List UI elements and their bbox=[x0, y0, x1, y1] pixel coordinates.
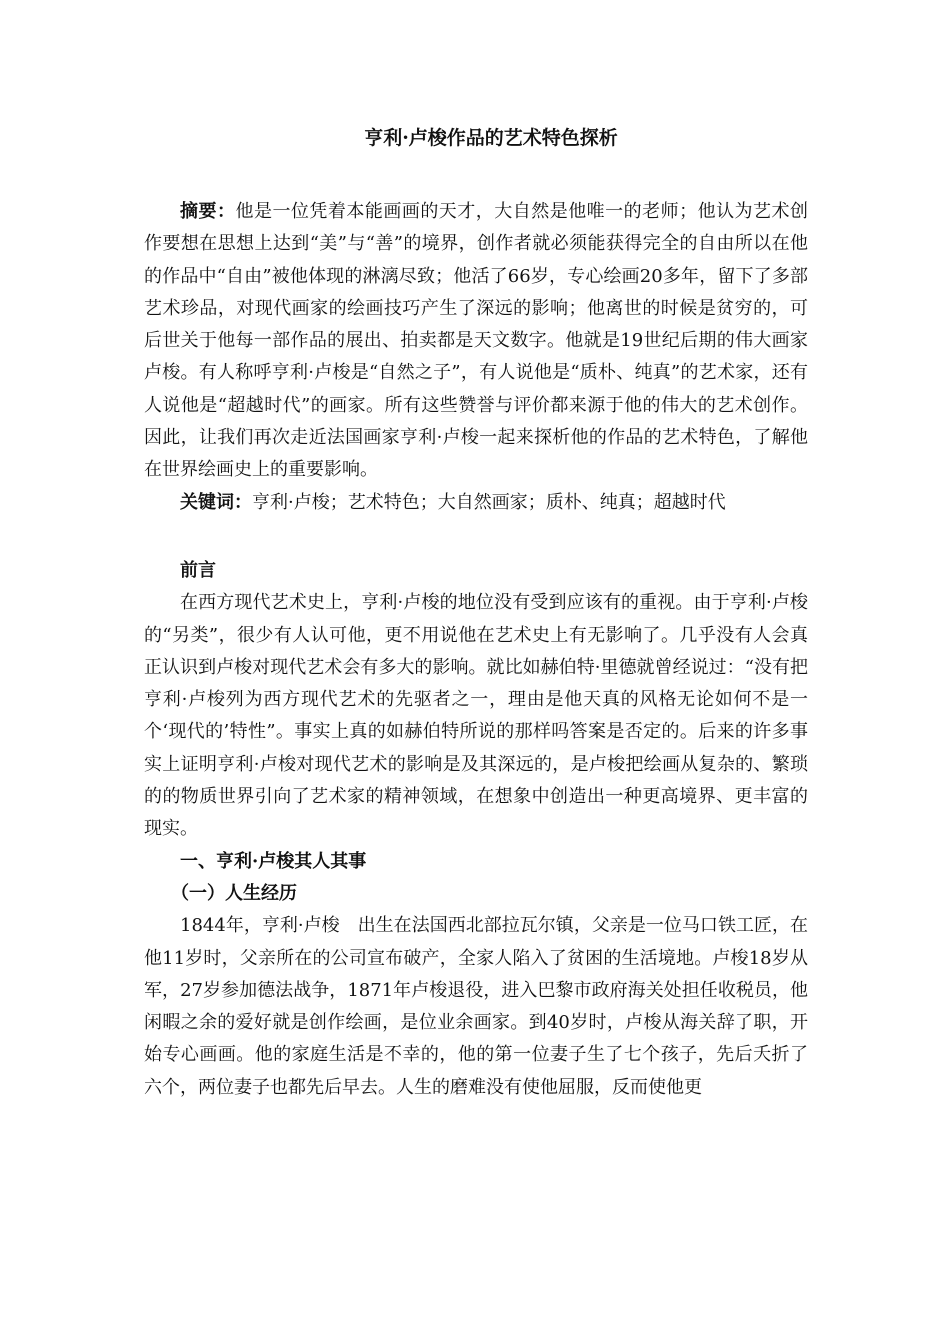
abstract-label: 摘要： bbox=[180, 201, 236, 222]
spacer bbox=[144, 519, 808, 555]
abstract-text: 他是一位凭着本能画画的天才，大自然是他唯一的老师；他认为艺术创作要想在思想上达到“美”与“善”的境界，创作者就必须能获得完全的自由所以在他的作品中“自由”被他体现的淋漓尽致；他活了66岁，专心绘画20多年，留下了多部艺术珍品，对现代画家的绘画技巧产生了深远的影响；他离世的时候是贫穷的，可后世关于他每一部作品的展出、拍卖都是天文数字。他就是19世纪后期的伟大画家卢梭。有人称呼亨利·卢梭是“自然之子”，有人说他是“质朴、纯真”的艺术家，还有人说他是“超越时代”的画家。所有这些赞誉与评价都来源于他的伟大的艺术创作。因此，让我们再次走近法国画家亨利·卢梭一起来探析他的作品的艺术特色，了解他在世界绘画史上的重要影响。 bbox=[144, 201, 809, 481]
keywords-text: 亨利·卢梭；艺术特色；大自然画家；质朴、纯真；超越时代 bbox=[252, 491, 726, 513]
section-heading: 一、亨利·卢梭其人其事 bbox=[180, 850, 367, 872]
keywords-label: 关键词： bbox=[180, 491, 252, 513]
spacer bbox=[144, 158, 808, 196]
preface-heading: 前言 bbox=[180, 559, 216, 581]
keywords-paragraph bbox=[144, 487, 808, 519]
preface-paragraph: 在西方现代艺术史上，亨利·卢梭的地位没有受到应该有的重视。由于亨利·卢梭的“另类”，很少有人认可他，更不用说他在艺术史上有无影响了。几乎没有人会真正认识到卢梭对现代艺术会有多大的影响。就比如赫伯特·里德就曾经说过：“没有把亨利·卢梭列为西方现代艺术的先驱者之一，理由是他天真的风格无论如何不是一个‘现代的’特性”。事实上真的如赫伯特所说的那样吗答案是否定的。后来的许多事实上证明亨利·卢梭对现代艺术的影响是及其深远的，是卢梭把绘画从复杂的、繁琐的的物质世界引向了艺术家的精神领域，在想象中创造出一种更高境界、更丰富的现实。 bbox=[144, 592, 808, 840]
subsection-heading: （一）人生经历 bbox=[171, 882, 297, 904]
document-title: 亨利·卢梭作品的艺术特色探析 bbox=[364, 127, 618, 149]
abstract-paragraph bbox=[144, 196, 808, 487]
life-experience-paragraph: 1844年，亨利·卢梭 出生在法国西北部拉瓦尔镇，父亲是一位马口铁工匠，在他11岁时，父亲所在的公司宣布破产，全家人陷入了贫困的生活境地。卢梭18岁从军，27岁参加德法战争，1871年卢梭退役，进入巴黎市政府海关处担任收税员，他闲暇之余的爱好就是创作绘画，是位业余画家。到40岁时，卢梭从海关辞了职，开始专心画画。他的家庭生活是不幸的，他的第一位妻子生了七个孩子，先后夭折了六个，两位妻子也都先后早去。人生的磨难没有使他屈服，反而使他更 bbox=[144, 915, 808, 1098]
document-page bbox=[144, 118, 808, 1104]
